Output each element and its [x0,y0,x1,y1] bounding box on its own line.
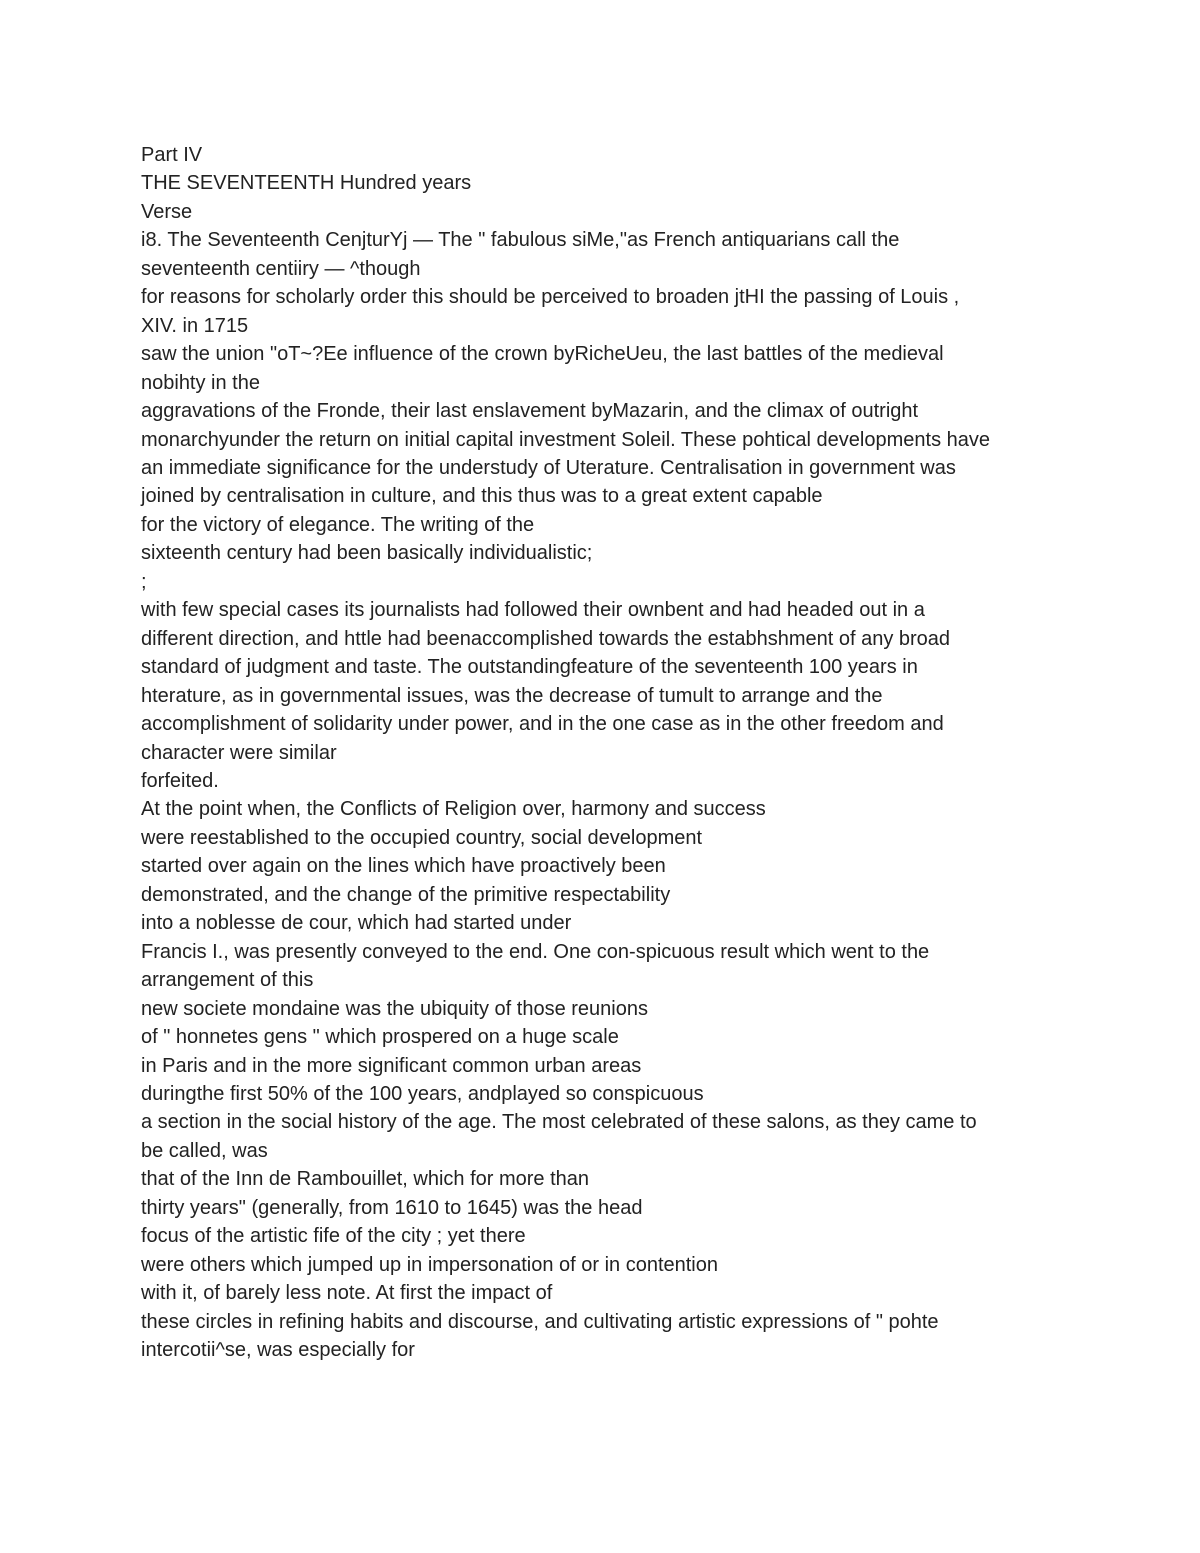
text-line: new societe mondaine was the ubiquity of those reunions [141,997,648,1020]
text-line: Part IV [141,144,203,166]
text-line: standard of judgment and taste. The outstandingfeature of the seventeenth 100 years in [141,656,918,679]
text-line: with it, of barely less note. At first the impact of [141,1282,553,1305]
text-line: for reasons for scholarly order this should be perceived to broaden jtHI the passing of Louis , [141,286,960,309]
text-line: different direction, and httle had beenaccomplished towards the estabhshment of any broad [141,627,951,650]
text-line: hterature, as in governmental issues, was the decrease of tumult to arrange and the [141,684,883,707]
text-line: duringthe first 50% of the 100 years, andplayed so conspicuous [141,1082,704,1105]
text-line: these circles in refining habits and discourse, and cultivating artistic expressions of " pohte [141,1310,939,1333]
text-line: Francis I., was presently conveyed to the end. One con-spicuous result which went to the [141,940,930,963]
text-line: of " honnetes gens " which prospered on a huge scale [141,1026,619,1049]
text-line: monarchyunder the return on initial capital investment Soleil. These pohtical developments have [141,428,991,451]
text-line: in Paris and in the more significant common urban areas [141,1054,642,1077]
text-line: arrangement of this [141,969,314,992]
text-line: character were similar [141,741,337,764]
text-line: intercotii^se, was especially for [141,1339,415,1362]
text-line: for the victory of elegance. The writing of the [141,513,535,536]
text-line: At the point when, the Conflicts of Religion over, harmony and success [141,798,766,821]
text-line: an immediate significance for the understudy of Uterature. Centralisation in government was [141,456,956,479]
text-line: with few special cases its journalists had followed their ownbent and had headed out in a [141,599,925,622]
text-line: sixteenth century had been basically individualistic; [141,542,593,565]
text-line: started over again on the lines which have proactively been [141,855,666,878]
text-line: demonstrated, and the change of the primitive respectability [141,883,671,906]
text-line: ; [141,570,147,593]
text-line: accomplishment of solidarity under power, and in the one case as in the other freedom and [141,713,944,736]
text-line: aggravations of the Fronde, their last enslavement byMazarin, and the climax of outright [141,400,919,423]
text-line: focus of the artistic fife of the city ; yet there [141,1225,526,1248]
text-line: forfeited. [141,769,219,792]
text-line: into a noblesse de cour, which had started under [141,912,572,935]
text-line: joined by centralisation in culture, and this thus was to a great extent capable [141,485,823,508]
document-page [141,141,1071,1364]
text-line: a section in the social history of the age. The most celebrated of these salons, as they came to [141,1111,977,1134]
text-line: thirty years" (generally, from 1610 to 1645) was the head [141,1196,643,1219]
text-line: that of the Inn de Rambouillet, which for more than [141,1168,590,1191]
text-line: were reestablished to the occupied country, social development [141,826,703,849]
text-line: THE SEVENTEENTH Hundred years [141,172,472,195]
text-line: XIV. in 1715 [141,314,249,337]
text-line: nobihty in the [141,371,260,394]
text-line: i8. The Seventeenth CenjturYj — The " fabulous siMe,"as French antiquarians call the [141,229,900,252]
text-line: Verse [141,200,193,223]
text-line: saw the union "oT~?Ee influence of the crown byRicheUeu, the last battles of the medieval [141,343,944,366]
text-line: seventeenth centiiry — ^though [141,257,421,280]
text-line: were others which jumped up in impersonation of or in contention [141,1253,718,1276]
text-line: be called, was [141,1139,268,1162]
